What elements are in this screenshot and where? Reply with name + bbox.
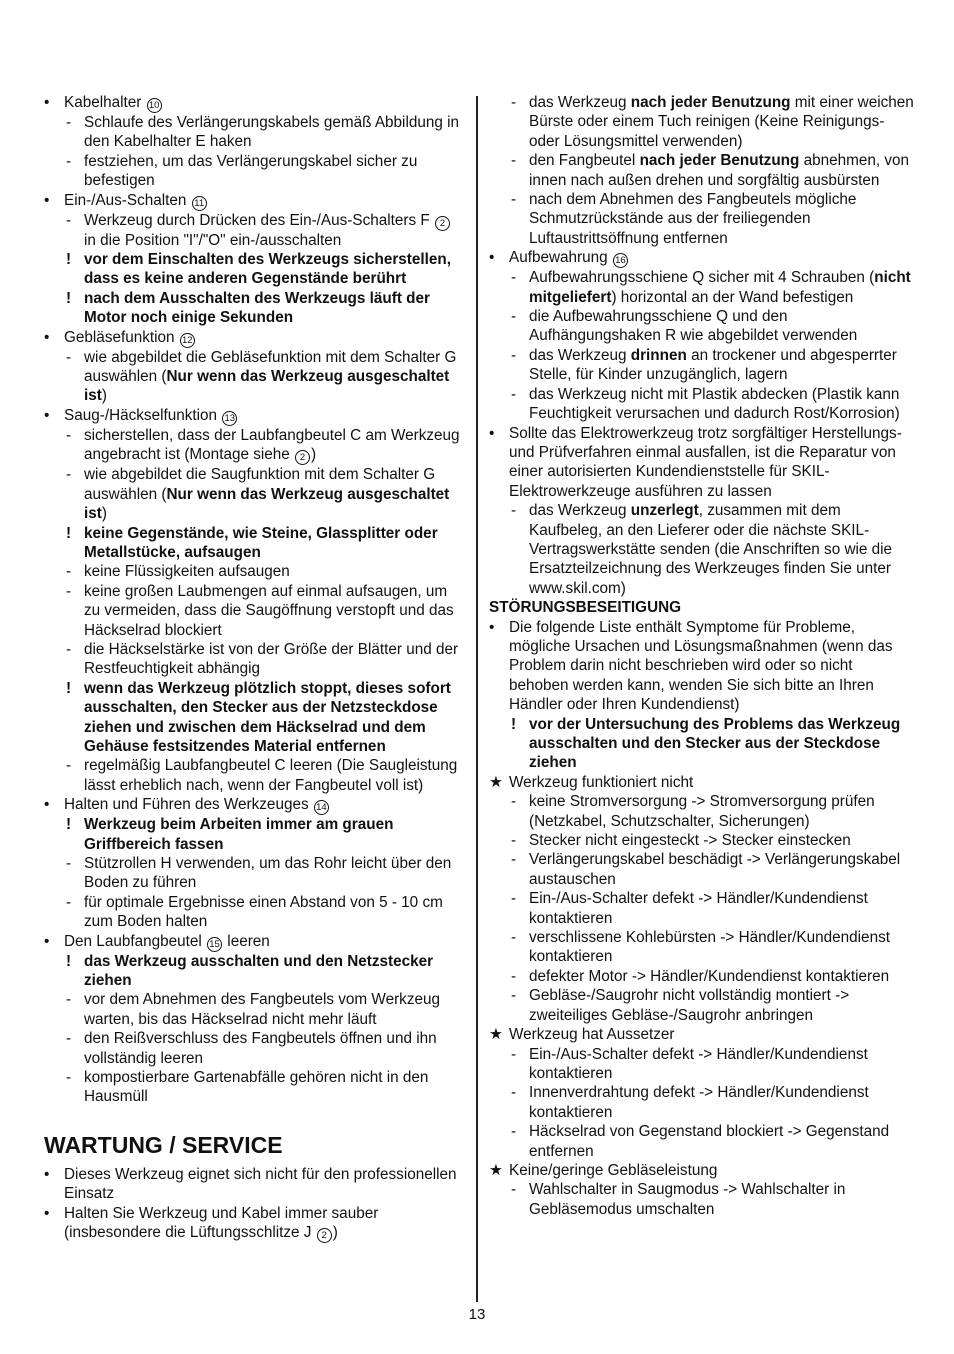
sub-item xyxy=(44,211,466,250)
sub-item xyxy=(489,850,914,889)
text-run: regelmäßig Laubfangbeutel C leeren (Die Saugleistung lässt erheblich nach, wenn der Fangbeutel voll ist) xyxy=(84,757,458,794)
text-run: für optimale Ergebnisse einen Abstand von 5 - 10 cm zum Boden halten xyxy=(84,893,443,931)
sub-item xyxy=(44,1068,466,1107)
item-text xyxy=(84,290,430,326)
sub-item xyxy=(44,152,466,191)
text-run: Wahlschalter in Saugmodus -> Wahlschalter in Gebläsemodus umschalten xyxy=(529,1181,846,1218)
text-run: die Aufbewahrungsschiene Q und den Aufhängungshaken R wie abgebildet verwenden xyxy=(529,308,858,345)
item-text xyxy=(64,933,270,950)
emphasis-text: Nur wenn das Werkzeug ausgeschaltet ist xyxy=(84,485,450,523)
text-run: die Häckselstärke ist von der Größe der Blätter und der Restfeuchtigkeit abhängig xyxy=(84,640,459,678)
item-text xyxy=(64,329,196,346)
item-text xyxy=(84,1069,428,1105)
dash-marker: - xyxy=(511,1181,517,1199)
dash-marker: - xyxy=(66,466,72,484)
sub-item xyxy=(489,967,914,986)
item-text xyxy=(84,153,417,189)
sub-item xyxy=(489,268,914,307)
item-text xyxy=(529,987,849,1023)
dash-marker: - xyxy=(511,851,517,869)
bullet-item xyxy=(44,932,466,952)
warning-item xyxy=(44,524,466,563)
dash-marker: - xyxy=(511,191,517,209)
text-run: Häckselrad von Gegenstand blockiert -> Gegenstand entfernen xyxy=(529,1123,890,1160)
text-run: keine Gegenstände, wie Steine, Glassplitter oder Metallstücke, aufsaugen xyxy=(84,524,438,561)
item-text xyxy=(84,953,433,989)
emphasis-text: unzerlegt xyxy=(630,502,699,520)
text-run: an trockener und abgesperrter Stelle, für Kinder unzugänglich, lagern xyxy=(529,346,897,384)
bullet-item xyxy=(489,248,914,268)
item-text xyxy=(509,425,902,500)
dash-marker: - xyxy=(511,832,517,850)
sub-item xyxy=(44,348,466,406)
dash-marker: - xyxy=(511,94,517,111)
dash-marker: - xyxy=(66,1030,72,1048)
star-marker: ★ xyxy=(489,1026,503,1044)
text-run: Ein-/Aus-Schalten xyxy=(64,191,187,209)
item-text xyxy=(84,894,443,930)
text-run: Aufbewahrungsschiene Q sicher mit 4 Schrauben ( xyxy=(529,269,875,287)
figure-reference-number: 15 xyxy=(207,937,222,952)
item-text xyxy=(529,968,889,985)
emphasis-text: nicht mitgeliefert xyxy=(529,269,911,306)
text-run: vor dem Einschalten des Werkzeugs sicherstellen, dass es keine anderen Gegenstände berührt xyxy=(84,251,451,288)
text-run: nach dem Ausschalten des Werkzeugs läuft der Motor noch einige Sekunden xyxy=(84,289,430,327)
item-text xyxy=(529,832,851,849)
text-run: ) xyxy=(311,446,317,464)
sub-item xyxy=(489,151,914,190)
text-run: ) xyxy=(332,1224,338,1242)
text-run: den Reißverschluss des Fangbeutels öffnen und ihn vollständig leeren xyxy=(84,1030,437,1067)
dash-marker: - xyxy=(511,890,517,908)
item-text xyxy=(84,212,451,249)
sub-item xyxy=(489,986,914,1025)
text-run: das Werkzeug ausschalten und den Netzstecker ziehen xyxy=(84,952,434,990)
warning-item xyxy=(44,289,466,328)
sub-item xyxy=(44,465,466,523)
item-text xyxy=(84,251,451,287)
item-text xyxy=(509,1162,717,1179)
text-run: abnehmen, von innen nach außen drehen und sorgfältig ausbürsten xyxy=(529,152,910,189)
sub-item xyxy=(489,889,914,928)
problem-item xyxy=(489,1025,914,1044)
item-text xyxy=(509,774,693,791)
emphasis-text: nach jeder Benutzung xyxy=(639,152,800,170)
bullet-marker: • xyxy=(44,328,50,346)
text-run: Stecker nicht eingesteckt -> Stecker einstecken xyxy=(529,832,851,850)
sub-item xyxy=(44,1029,466,1068)
text-run: das Werkzeug xyxy=(529,502,631,520)
bullet-marker: • xyxy=(44,406,50,424)
bullet-item xyxy=(44,406,466,426)
text-run: vor der Untersuchung des Problems das Werkzeug ausschalten und den Stecker aus der Steckdose ziehen xyxy=(529,715,901,772)
warning-item xyxy=(44,679,466,757)
text-run: Den Laubfangbeutel xyxy=(64,932,207,950)
item-text xyxy=(529,793,875,829)
sub-item xyxy=(44,756,466,795)
bullet-item xyxy=(44,191,466,211)
item-text xyxy=(529,1181,845,1217)
dash-marker: - xyxy=(511,1045,517,1063)
sub-item xyxy=(44,562,466,581)
dash-marker: - xyxy=(511,929,517,947)
dash-marker: - xyxy=(511,346,517,364)
dash-marker: - xyxy=(66,114,72,131)
item-text xyxy=(64,94,163,111)
item-text xyxy=(84,757,457,793)
dash-marker: - xyxy=(66,563,72,581)
sub-item xyxy=(44,113,466,152)
bullet-item xyxy=(44,795,466,815)
text-run: Sollte das Elektrowerkzeug trotz sorgfältiger Herstellungs- und Prüfverfahren einmal ausfallen, ist die Reparatur von einer autorisierten Kundendienststelle für SKIL-Elektrowerkzeuge ausführen zu lassen xyxy=(509,424,902,500)
item-text xyxy=(84,466,449,522)
bullet-item xyxy=(44,1165,466,1204)
bullet-marker: • xyxy=(489,249,495,267)
item-text xyxy=(529,1046,868,1082)
text-run: Dieses Werkzeug eignet sich nicht für den professionellen Einsatz xyxy=(64,1165,457,1203)
text-run: Halten und Führen des Werkzeuges xyxy=(64,796,309,814)
sub-item xyxy=(489,1180,914,1219)
item-text xyxy=(84,1030,437,1066)
text-run: Die folgende Liste enthält Symptome für Probleme, mögliche Ursachen und Lösungsmaßnahmen (wenn das Problem darin nicht beschrieben wird oder so nicht behoben werden kann, wenden Sie sich bitte an Ihren Händler oder Ihren Kundendienst) xyxy=(509,618,893,714)
item-text xyxy=(84,583,454,639)
right-column xyxy=(489,93,914,1219)
bullet-item xyxy=(44,328,466,348)
item-text xyxy=(509,249,629,266)
text-run: wie abgebildet die Saugfunktion mit dem Schalter G auswählen ( xyxy=(84,466,436,503)
item-text xyxy=(529,851,900,887)
item-text xyxy=(64,1205,378,1241)
bullet-marker: • xyxy=(44,796,50,814)
dash-marker: - xyxy=(511,308,517,326)
bullet-marker: • xyxy=(489,424,495,442)
text-run: Saug-/Häckselfunktion xyxy=(64,406,218,424)
sub-item xyxy=(489,1122,914,1161)
page-number: 13 xyxy=(468,1306,486,1323)
dash-marker: - xyxy=(66,855,72,872)
text-run: in die Position "I"/"O" ein-/ausschalten xyxy=(84,231,342,249)
text-run: Schlaufe des Verlängerungskabels gemäß Abbildung in den Kabelhalter E haken xyxy=(84,114,460,151)
text-run: keine großen Laubmengen auf einmal aufsaugen, um zu vermeiden, dass die Saugöffnung verstopft und das Häckselrad blockiert xyxy=(84,582,454,639)
sub-item xyxy=(489,307,914,346)
item-text xyxy=(509,1026,675,1043)
emphasis-text: drinnen xyxy=(630,346,687,364)
sub-item xyxy=(44,893,466,932)
star-marker: ★ xyxy=(489,1161,503,1179)
problem-item xyxy=(489,1161,914,1180)
dash-marker: - xyxy=(511,152,517,170)
bullet-item xyxy=(44,1204,466,1243)
dash-marker: - xyxy=(66,211,72,229)
text-run: Gebläse-/Saugrohr nicht vollständig montiert -> zweiteiliges Gebläse-/Saugrohr anbringen xyxy=(529,987,850,1024)
item-text xyxy=(84,525,438,561)
item-text xyxy=(529,1084,869,1120)
item-text xyxy=(84,855,451,891)
emphasis-text: Nur wenn das Werkzeug ausgeschaltet ist xyxy=(84,368,450,405)
item-text xyxy=(84,427,460,463)
sub-item xyxy=(44,854,466,893)
text-run: Ein-/Aus-Schalter defekt -> Händler/Kundendienst kontaktieren xyxy=(529,1045,868,1082)
text-run: Kabelhalter xyxy=(64,94,142,111)
sub-item xyxy=(44,426,466,465)
warn-marker: ! xyxy=(66,524,72,542)
bullet-item xyxy=(489,618,914,715)
dash-marker: - xyxy=(66,426,72,444)
figure-reference-number: 2 xyxy=(317,1228,332,1243)
item-text xyxy=(84,816,393,852)
text-run: keine Flüssigkeiten aufsaugen xyxy=(84,563,290,581)
sub-item xyxy=(489,831,914,850)
warn-marker: ! xyxy=(66,289,72,307)
dash-marker: - xyxy=(66,1069,72,1087)
item-text xyxy=(529,152,909,188)
item-text xyxy=(529,308,857,344)
text-run: , zusammen mit dem Kaufbeleg, an den Lieferer oder die nächste SKIL-Vertragswerkstätte senden (die Anschriften so wie die Ersatzteilzeichnung des Werkzeuges finden Sie unter www.skil.com) xyxy=(529,502,893,597)
text-run: sicherstellen, dass der Laubfangbeutel C am Werkzeug angebracht ist (Montage siehe xyxy=(84,426,460,464)
text-run: Innenverdrahtung defekt -> Händler/Kundendienst kontaktieren xyxy=(529,1084,869,1121)
dash-marker: - xyxy=(66,582,72,600)
warn-marker: ! xyxy=(66,952,72,970)
sub-item xyxy=(489,190,914,248)
item-text xyxy=(509,619,893,714)
item-text xyxy=(529,1123,889,1159)
text-run: wie abgebildet die Gebläsefunktion mit dem Schalter G auswählen ( xyxy=(84,348,457,386)
item-text xyxy=(84,641,458,677)
figure-reference-number: 11 xyxy=(192,196,207,211)
warn-marker: ! xyxy=(511,715,517,733)
dash-marker: - xyxy=(511,1084,517,1102)
text-run: das Werkzeug nicht mit Plastik abdecken (Plastik kann Feuchtigkeit verursachen und dadurch Rost/Korrosion) xyxy=(529,385,900,423)
item-text xyxy=(84,114,459,150)
figure-reference-number: 13 xyxy=(222,411,237,426)
text-run: keine Stromversorgung -> Stromversorgung prüfen (Netzkabel, Schutzschalter, Sicherungen) xyxy=(529,793,875,830)
warning-item xyxy=(489,715,914,773)
bullet-marker: • xyxy=(44,94,50,111)
emphasis-text: nach jeder Benutzung xyxy=(630,94,791,111)
text-run: wenn das Werkzeug plötzlich stoppt, dieses sofort ausschalten, den Stecker aus der Netzsteckdose ziehen und zwischen dem Häckselrad und dem Gehäuse festsitzendes Material entfernen xyxy=(84,679,451,755)
text-run: kompostierbare Gartenabfälle gehören nicht in den Hausmüll xyxy=(84,1069,429,1106)
text-run: defekter Motor -> Händler/Kundendienst kontaktieren xyxy=(529,967,890,985)
sub-item xyxy=(44,582,466,640)
dash-marker: - xyxy=(511,385,517,403)
text-run: Werkzeug beim Arbeiten immer am grauen Griffbereich fassen xyxy=(84,816,394,853)
bullet-marker: • xyxy=(44,1204,50,1222)
warn-marker: ! xyxy=(66,679,72,697)
text-run: festziehen, um das Verlängerungskabel sicher zu befestigen xyxy=(84,152,418,190)
dash-marker: - xyxy=(66,640,72,658)
text-run: Werkzeug durch Drücken des Ein-/Aus-Schalters F xyxy=(84,211,434,229)
sub-item xyxy=(489,501,914,598)
dash-marker: - xyxy=(511,269,517,287)
sub-item xyxy=(44,640,466,679)
text-run: das Werkzeug xyxy=(529,94,631,111)
sub-item xyxy=(489,928,914,967)
warn-marker: ! xyxy=(66,816,72,834)
bullet-item xyxy=(44,93,466,113)
text-run: den Fangbeutel xyxy=(529,152,640,170)
text-run: Werkzeug funktioniert nicht xyxy=(509,773,694,791)
left-column xyxy=(44,93,466,1243)
item-text xyxy=(529,929,890,965)
section-heading: WARTUNG / SERVICE xyxy=(44,1131,283,1158)
dash-marker: - xyxy=(511,987,517,1005)
sub-item xyxy=(489,385,914,424)
text-run: Verlängerungskabel beschädigt -> Verlängerungskabel austauschen xyxy=(529,851,901,888)
text-run: Halten Sie Werkzeug und Kabel immer sauber (insbesondere die Lüftungsschlitze J xyxy=(64,1204,379,1242)
text-run: ) xyxy=(101,387,107,405)
text-run: Stützrollen H verwenden, um das Rohr leicht über den Boden zu führen xyxy=(84,855,452,892)
item-text xyxy=(64,192,208,209)
bullet-marker: • xyxy=(44,1165,50,1183)
figure-reference-number: 16 xyxy=(613,253,628,268)
item-text xyxy=(529,386,900,422)
sub-item xyxy=(489,792,914,831)
bullet-marker: • xyxy=(44,932,50,950)
text-run: vor dem Abnehmen des Fangbeutels vom Werkzeug warten, bis das Häckselrad nicht mehr läuft xyxy=(84,991,440,1028)
sub-item xyxy=(489,346,914,385)
text-run: mit einer weichen Bürste oder einem Tuch reinigen (Keine Reinigungs- oder Lösungsmittel verwenden) xyxy=(529,94,914,150)
sub-item xyxy=(44,990,466,1029)
item-text xyxy=(84,349,456,405)
text-run: Werkzeug hat Aussetzer xyxy=(509,1026,675,1044)
item-text xyxy=(84,680,451,755)
sub-item xyxy=(489,93,914,151)
dash-marker: - xyxy=(66,893,72,911)
figure-reference-number: 10 xyxy=(147,98,162,113)
dash-marker: - xyxy=(66,757,72,775)
item-text xyxy=(84,991,440,1027)
bullet-marker: • xyxy=(44,191,50,209)
figure-reference-number: 14 xyxy=(314,800,329,815)
text-run: das Werkzeug xyxy=(529,346,631,364)
text-run: leeren xyxy=(223,932,270,950)
dash-marker: - xyxy=(66,991,72,1009)
warning-item xyxy=(44,815,466,854)
text-run: Ein-/Aus-Schalter defekt -> Händler/Kundendienst kontaktieren xyxy=(529,890,868,927)
figure-reference-number: 12 xyxy=(180,333,195,348)
dash-marker: - xyxy=(66,348,72,366)
bullet-item xyxy=(489,424,914,502)
sub-item xyxy=(489,1045,914,1084)
warning-item xyxy=(44,952,466,991)
text-run: Keine/geringe Gebläseleistung xyxy=(509,1161,718,1179)
item-text xyxy=(64,1166,457,1202)
item-text xyxy=(529,191,856,247)
text-run: nach dem Abnehmen des Fangbeutels mögliche Schmutzrückstände aus der freiliegenden Luftaustrittsöffnung entfernen xyxy=(529,191,857,247)
item-text xyxy=(529,502,892,597)
text-run: ) xyxy=(101,505,107,523)
dash-marker: - xyxy=(511,502,517,520)
dash-marker: - xyxy=(66,152,72,170)
star-marker: ★ xyxy=(489,773,503,791)
text-run: Aufbewahrung xyxy=(509,249,608,267)
problem-item xyxy=(489,773,914,792)
figure-reference-number: 2 xyxy=(435,216,450,231)
item-text xyxy=(529,269,911,305)
item-text xyxy=(64,796,330,813)
sub-item xyxy=(489,1083,914,1122)
subsection-heading: STÖRUNGSBESEITIGUNG xyxy=(489,599,682,617)
item-text xyxy=(529,94,914,150)
item-text xyxy=(529,890,868,926)
dash-marker: - xyxy=(511,967,517,985)
item-text xyxy=(84,563,290,580)
text-run: ) horizontal an der Wand befestigen xyxy=(611,288,854,306)
column-divider xyxy=(476,96,478,1302)
warn-marker: ! xyxy=(66,251,72,269)
text-run: Gebläsefunktion xyxy=(64,328,175,346)
dash-marker: - xyxy=(511,793,517,811)
item-text xyxy=(529,347,897,383)
item-text xyxy=(64,407,238,424)
figure-reference-number: 2 xyxy=(295,450,310,465)
dash-marker: - xyxy=(511,1123,517,1141)
bullet-marker: • xyxy=(489,618,495,636)
item-text xyxy=(529,716,900,772)
text-run: verschlissene Kohlebürsten -> Händler/Kundendienst kontaktieren xyxy=(529,929,890,966)
warning-item xyxy=(44,250,466,289)
